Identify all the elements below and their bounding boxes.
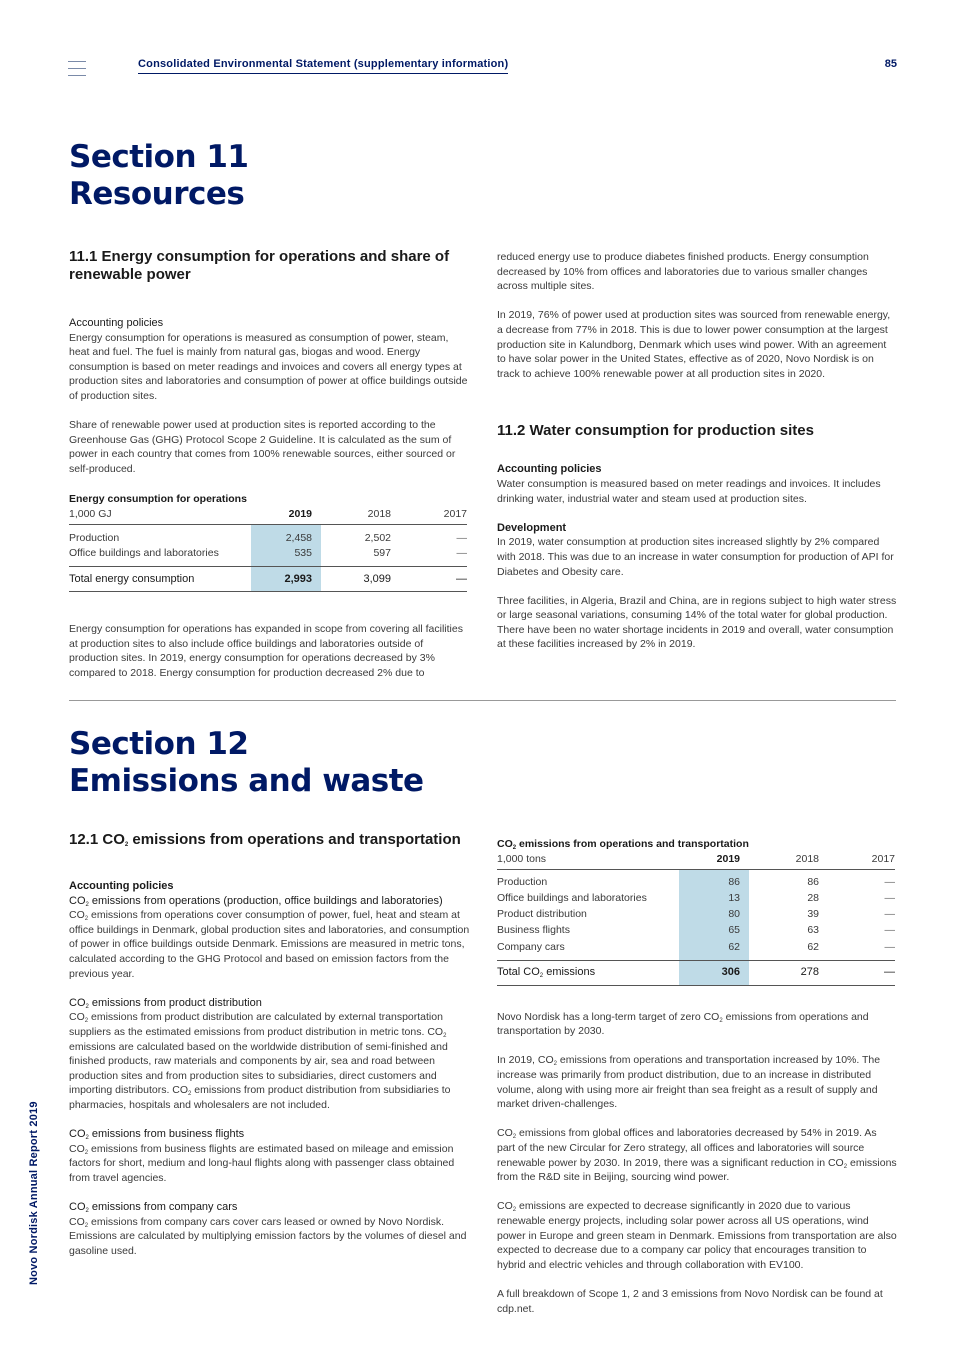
unit-label: 1,000 GJ — [69, 508, 112, 521]
row-label: Production — [69, 531, 120, 544]
cell-2018: 278 — [749, 960, 829, 985]
cell-2018: 86 — [807, 876, 819, 889]
cell-2017: — — [884, 891, 895, 904]
cell-2019: 13 — [679, 890, 749, 906]
cell-2019: 65 — [679, 923, 749, 939]
section-11-title-line1: Section 11 — [69, 139, 249, 175]
table-row — [497, 939, 895, 955]
accounting-policies-heading: Accounting policies — [69, 880, 174, 892]
row-label: Office buildings and laboratories — [69, 546, 219, 559]
report-side-label: Novo Nordisk Annual Report 2019 — [28, 1101, 40, 1285]
table-caption: Energy consumption for operations — [69, 492, 247, 505]
paragraph: Energy consumption for operations has expanded in scope from covering all facilities at production sites to also include office buildings and laboratories outside of production sites. In 2019, energy consumption for operations decreased by 3% compared to 2018. Energy consumption for production decreased 2% due to — [69, 622, 463, 679]
cell-2018: 39 — [807, 908, 819, 921]
section-12-left-column — [69, 831, 474, 1258]
table-header-row — [69, 507, 467, 524]
paragraph: In 2019, 76% of power used at production sites was sourced from renewable energy, a decrease from 77% in 2018. This is due to lower power consumption at the largest production site in Kalundborg, Denmark which uses wind power. With an agreement to have solar power in the United States, effective as of 2020, Novo Nordisk is on track to achieve 100% renewable power at all production sites in 2020. — [497, 309, 891, 380]
section-divider — [69, 700, 896, 701]
flights-emissions-heading: $CO_2$ emissions from business flights — [69, 1128, 245, 1142]
cell-2019: 62 — [679, 939, 749, 955]
cell-2018: 63 — [807, 924, 819, 937]
col-2018: 2018 — [367, 508, 391, 521]
section-11-right-column — [497, 250, 897, 652]
table-row — [497, 906, 895, 922]
cell-2018: 3,099 — [321, 566, 401, 591]
col-2017: 2017 — [871, 853, 895, 865]
co2-emissions-table — [497, 836, 895, 986]
table-row — [497, 890, 895, 906]
heading-11-2: 11.2 Water consumption for production sites — [497, 422, 814, 440]
cell-2018: 597 — [373, 546, 391, 559]
row-label: Office buildings and laboratories — [497, 891, 647, 904]
col-2019: 2019 — [716, 853, 740, 865]
paragraph: $CO_2$ emissions are expected to decrease significantly in 2020 due to various renewable energy projects, including solar power across all US operations, wind power in Europe and green steam in Denmark. Emissions from transportation are also expected to decrease due to a company car policy that encourages transition to hybrid and electric vehicles and through collaboration with EV100. — [497, 1200, 897, 1271]
paragraph: A full breakdown of Scope 1, 2 and 3 emissions from Novo Nordisk can be found at cdp.net. — [497, 1287, 883, 1315]
accounting-policies-heading: Accounting policies — [497, 463, 602, 476]
paragraph: $CO_2$ emissions from operations cover consumption of power, fuel, heat and steam at office buildings in Denmark, global production sites and laboratories, and consumption of power in office buildings outside Denmark. Emissions are measured in metric tons, calculated according to the GHG Protocol and based on emission factors from the previous year. — [69, 909, 470, 980]
section-12-title-line1: Section 12 — [69, 726, 249, 762]
cell-2017: — — [884, 924, 895, 937]
cars-emissions-heading: $CO_2$ emissions from company cars — [69, 1201, 238, 1215]
page-number: 85 — [884, 58, 897, 70]
row-label: Total energy consumption — [69, 566, 251, 591]
cell-2017: — — [456, 531, 467, 544]
col-2017: 2017 — [443, 508, 467, 521]
col-2018: 2018 — [795, 853, 819, 865]
cell-2017: — — [401, 566, 467, 591]
energy-consumption-table — [69, 491, 467, 592]
table-total-row — [497, 960, 895, 985]
paragraph: Novo Nordisk has a long-term target of zero $CO_2$ emissions from operations and transportation by 2030. — [497, 1010, 869, 1038]
row-label: Total $CO_2$ emissions — [497, 960, 679, 985]
hamburger-menu-icon[interactable] — [68, 61, 86, 77]
row-label: Business flights — [497, 924, 570, 937]
paragraph: $CO_2$ emissions from company cars cover cars leased or owned by Novo Nordisk. Emissions are calculated by multiplying emission factors by the volumes of diesel and gasoline used. — [69, 1215, 467, 1257]
paragraph: reduced energy use to produce diabetes finished products. Energy consumption decreased by 10% from offices and laboratories due to various smaller changes across multiple sites. — [497, 251, 869, 293]
unit-label: 1,000 tons — [497, 853, 547, 865]
table-total-row — [69, 566, 467, 591]
cell-2017: — — [884, 908, 895, 921]
paragraph: Three facilities, in Algeria, Brazil and China, are in regions subject to high water stress or large seasonal variations, consuming 14% of the total water for global production. There have been no water shortage incidents in 2019 and overall, water consumption at these facilities increased by 2% in 2019. — [497, 594, 897, 651]
paragraph: $CO_2$ emissions from business flights are estimated based on mileage and emission factors for short, medium and long-haul flights along with passenger class obtained from travel agencies. — [69, 1142, 455, 1184]
heading-11-1: 11.1 Energy consumption for operations and share of renewable power — [69, 248, 450, 283]
section-12-title-line2: Emissions and waste — [69, 763, 424, 799]
distribution-emissions-heading: $CO_2$ emissions from product distribution — [69, 996, 262, 1010]
section-11-title-line2: Resources — [69, 176, 245, 212]
cell-2018: 2,502 — [364, 531, 391, 544]
table-header-row — [497, 852, 895, 869]
cell-2019: 2,993 — [251, 566, 321, 591]
table-row — [497, 923, 895, 939]
cell-2017: — — [829, 960, 895, 985]
table-row — [497, 869, 895, 890]
development-heading: Development — [497, 521, 567, 534]
running-title-link[interactable]: Consolidated Environmental Statement (supplementary information) — [138, 58, 508, 74]
paragraph: $CO_2$ emissions from product distribution are calculated by external transportation suppliers as the estimated emissions from product distribution in metric tons. $CO_2$ emissions are calculated based on the worldwide distribution of semi-finished and finished products, raw materials and components by air, sea and road between production sites and from production sites to subsidiaries, direct customers and importing distributors. $CO_2$ emissions from product distribution from subsidiaries to pharmacies, hospitals and wholesalers are not included. — [69, 1011, 451, 1111]
cell-2019: 80 — [679, 906, 749, 922]
section-12-right-column — [497, 836, 897, 1316]
row-label: Company cars — [497, 940, 565, 953]
accounting-policies-heading: Accounting policies — [69, 317, 164, 329]
section-11-title — [69, 139, 248, 213]
ops-emissions-heading: $CO_2$ emissions from operations (production, office buildings and laboratories) — [69, 894, 443, 908]
paragraph: In 2019, water consumption at production sites increased slightly by 2% compared with 2018. This was due to an increase in water consumption for production of API for Diabetes and Obesity care. — [497, 536, 894, 578]
paragraph: Share of renewable power used at production sites is reported according to the Greenhouse Gas (GHG) Protocol Scope 2 Guideline. It is calculated as the sum of power in each country that comes from 100% renewable sources, either sourced or self-produced. — [69, 419, 456, 475]
paragraph: Energy consumption for operations is measured as consumption of power, steam, heat and fuel. The fuel is mainly from natural gas, biogas and wood. Energy consumption is based on meter readings and invoices and covers all energy types at production sites and laboratories and consumption of power at office buildings outside of production sites. — [69, 331, 468, 402]
cell-2019: 86 — [679, 869, 749, 890]
cell-2017: — — [884, 940, 895, 953]
heading-12-1: 12.1 $CO_2$ emissions from operations and transportation — [69, 831, 461, 848]
cell-2019: 535 — [251, 545, 321, 561]
row-label: Product distribution — [497, 908, 587, 921]
cell-2018: 62 — [807, 940, 819, 953]
row-label: Production — [497, 876, 548, 889]
cell-2019: 2,458 — [251, 524, 321, 545]
paragraph: In 2019, $CO_2$ emissions from operations and transportation increased by 10%. The increase was primarily from product distribution, due to an increase in distributed volume, along with using more air freight than sea freight as a result of supply and market driven-challenges. — [497, 1054, 881, 1111]
col-2019: 2019 — [288, 508, 312, 521]
paragraph: $CO_2$ emissions from global offices and laboratories decreased by 54% in 2019. As part of the new Circular for Zero strategy, all offices and laboratories will source renewable power by 2030. In 2019, there was a significant reduction in $CO_2$ emissions from the R&D site in Beijing, sourcing wind power. — [497, 1127, 897, 1184]
table-row — [69, 524, 467, 545]
section-12-title — [69, 726, 424, 800]
table-caption: $CO_2$ emissions from operations and transportation — [497, 837, 749, 851]
section-11-left-column — [69, 248, 469, 680]
table-row — [69, 545, 467, 561]
cell-2017: — — [884, 876, 895, 889]
cell-2018: 28 — [807, 891, 819, 904]
cell-2017: — — [456, 546, 467, 559]
paragraph: Water consumption is measured based on meter readings and invoices. It includes drinking water, industrial water and steam used at production sites. — [497, 477, 881, 505]
cell-2019: 306 — [679, 960, 749, 985]
